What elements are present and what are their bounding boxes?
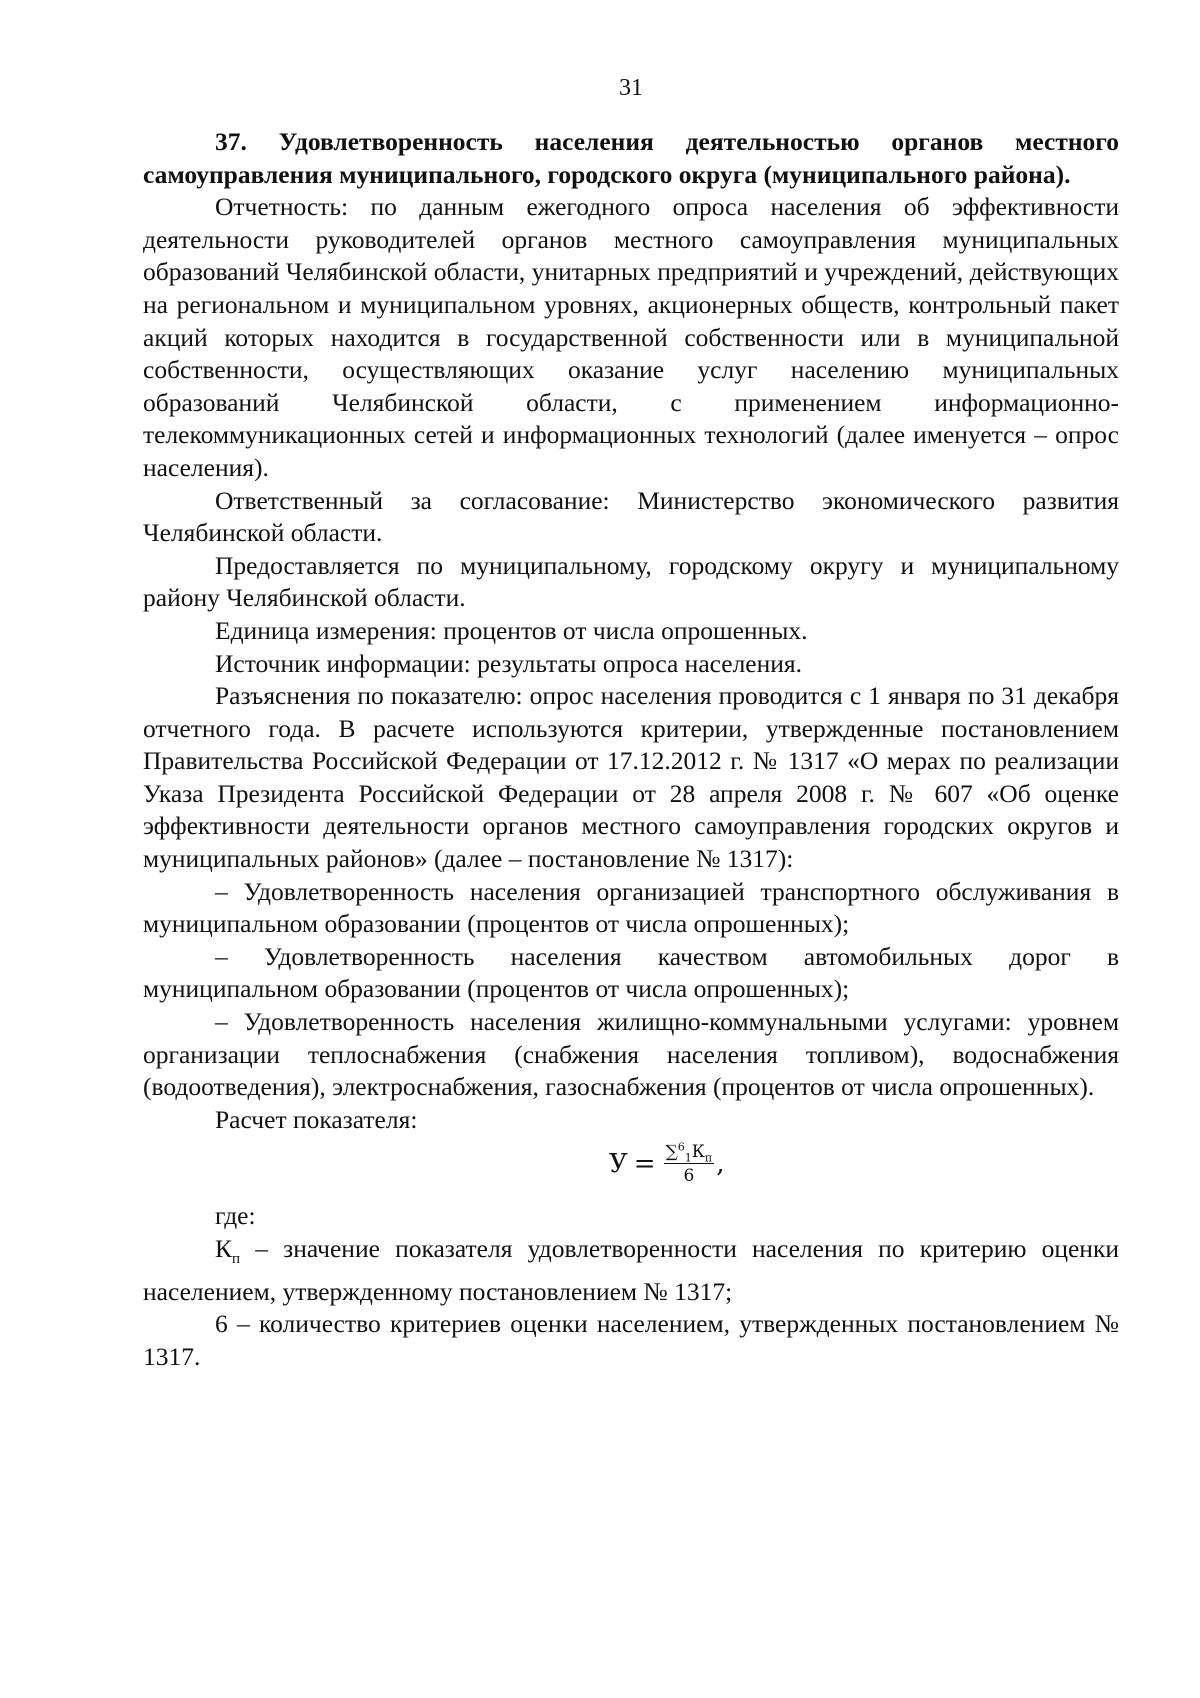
- formula-fraction: [664, 1142, 715, 1186]
- paragraph-provided: Предоставляется по муниципальному, городскому округу и муниципальному району Челябинской области.: [143, 550, 1119, 613]
- formula-numerator: [664, 1142, 715, 1164]
- formula-equals: =: [633, 1149, 656, 1180]
- where-label: где:: [215, 1201, 256, 1231]
- sum-term: К: [691, 1142, 705, 1163]
- page-number: 31: [619, 75, 643, 101]
- paragraph-reporting: Отчетность: по данным ежегодного опроса населения об эффективности деятельности руководителей органов местного самоуправления муниципальных образований Челябинской области, унитарных предприятий и учреждений, действующих на региональном и муниципальном уровнях, акционерных обществ, контрольный пакет акций которых находится в государственной собственности или в муниципальной собственности, осуществляющих оказание услуг населению муниципальных образований Челябинской области, с применением информационно-телекоммуникационных сетей и информационных технологий (далее именуется – опрос населения).: [143, 192, 1119, 482]
- definition-kn-symbol: К: [215, 1234, 233, 1263]
- sum-lower-limit: 1: [684, 1151, 692, 1165]
- criterion-utilities: – Удовлетворенность населения жилищно-коммунальными услугами: уровнем организации теплоснабжения (снабжения населения топливом), водоснабжения (водоотведения), электроснабжения, газоснабжения (процентов от числа опрошенных).: [143, 1007, 1119, 1102]
- definition-six: 6 – количество критериев оценки населением, утвержденных постановлением № 1317.: [143, 1309, 1119, 1371]
- sum-term-subscript: п: [704, 1151, 713, 1165]
- paragraph-unit: Единица измерения: процентов от числа опрошенных.: [215, 615, 808, 645]
- section-heading: 37. Удовлетворенность населения деятельностью органов местного самоуправления муниципального, городского округа (муниципального района).: [143, 127, 1119, 189]
- document-body: [143, 126, 1119, 1373]
- definition-kn-subscript: п: [232, 1251, 241, 1268]
- definition-kn: [143, 1233, 1119, 1308]
- formula-trailing: ,: [716, 1149, 725, 1180]
- criterion-roads: – Удовлетворенность населения качеством автомобильных дорог в муниципальном образовании (процентов от числа опрошенных);: [143, 941, 1119, 1004]
- formula-denominator: 6: [683, 1166, 695, 1187]
- definition-kn-text: – значение показателя удовлетворенности населения по критерию оценки населением, утвержденному постановлением № 1317;: [143, 1234, 1119, 1306]
- formula: [609, 1142, 725, 1186]
- formula-lhs: У: [609, 1149, 628, 1180]
- sum-upper-limit: 6: [677, 1140, 685, 1154]
- paragraph-source: Источник информации: результаты опроса населения.: [215, 648, 803, 678]
- formula-row: [143, 1136, 1119, 1200]
- paragraph-calculation: Расчет показателя:: [215, 1104, 418, 1134]
- paragraph-responsible: Ответственный за согласование: Министерство экономического развития Челябинской области.: [143, 485, 1119, 548]
- sum-symbol: ∑: [665, 1142, 678, 1163]
- paragraph-explanation: Разъяснения по показателю: опрос населения проводится с 1 января по 31 декабря отчетного года. В расчете используются критерии, утвержденные постановлением Правительства Российской Федерации от 17.12.2012 г. № 1317 «О мерах по реализации Указа Президента Российской Федерации от 28 апреля 2008 г. № 607 «Об оценке эффективности деятельности органов местного самоуправления городских округов и муниципальных районов» (далее – постановление № 1317):: [143, 681, 1119, 874]
- criterion-transport: – Удовлетворенность населения организацией транспортного обслуживания в муниципальном образовании (процентов от числа опрошенных);: [143, 876, 1119, 939]
